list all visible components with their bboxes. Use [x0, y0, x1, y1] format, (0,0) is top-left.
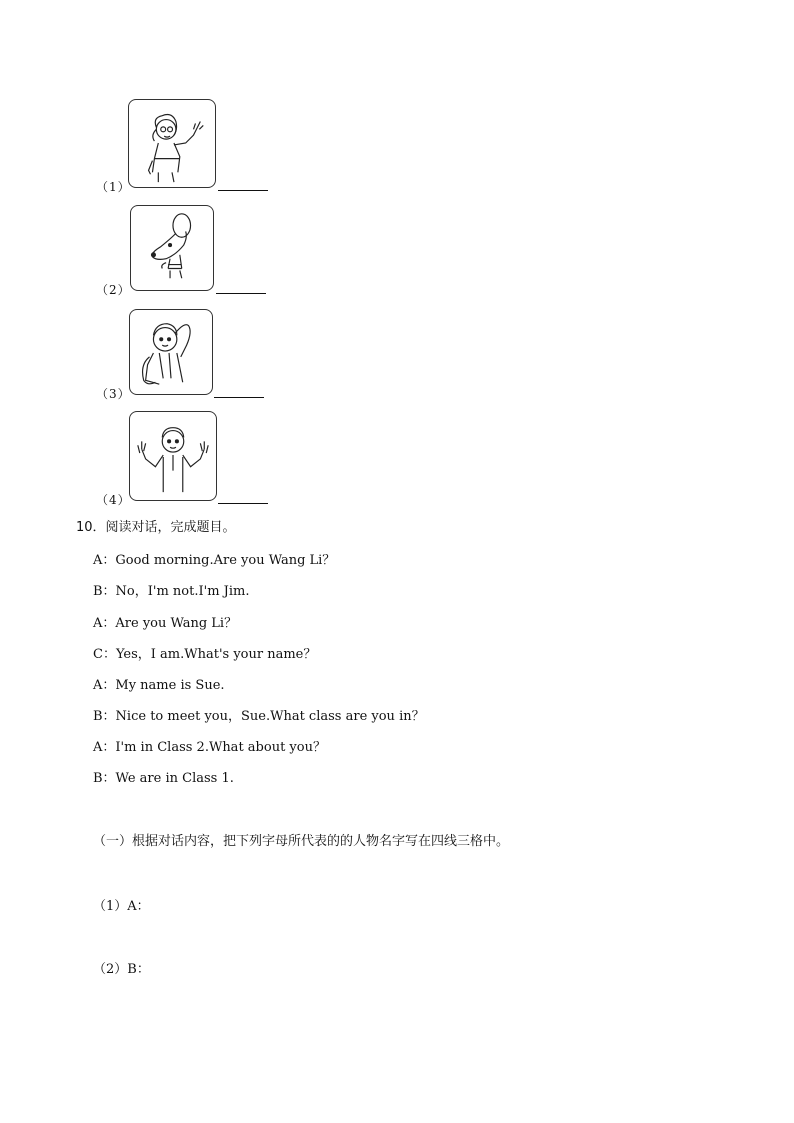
- dialogue-line-5: A：My name is Sue.: [93, 678, 225, 693]
- answer-blank-3[interactable]: [214, 397, 264, 398]
- answer-blank-2[interactable]: [216, 293, 266, 294]
- item-label-1: （1）: [96, 180, 131, 194]
- sub-question-2: （2）B：: [93, 962, 150, 977]
- dialogue-line-2: B：No，I'm not.I'm Jim.: [93, 584, 250, 599]
- boy-backpack-icon: [130, 310, 212, 394]
- item-label-2: （2）: [96, 283, 131, 297]
- dialogue-line-3: A：Are you Wang Li？: [93, 616, 238, 631]
- dialogue-line-1: A：Good morning.Are you Wang Li？: [93, 553, 336, 568]
- item-label-3: （3）: [96, 387, 131, 401]
- answer-blank-1[interactable]: [218, 190, 268, 191]
- question-title: 10．阅读对话，完成题目。: [76, 520, 236, 535]
- answer-blank-4[interactable]: [218, 503, 268, 504]
- dialogue-line-6: B：Nice to meet you，Sue.What class are you in？: [93, 709, 425, 724]
- part-one-instruction: （一）根据对话内容，把下列字母所代表的的人物名字写在四线三格中。: [93, 834, 510, 849]
- picture-frame-2: [130, 205, 214, 291]
- girl-waving-icon: [129, 100, 215, 187]
- picture-frame-3: [129, 309, 213, 395]
- dialogue-line-7: A：I'm in Class 2.What about you？: [93, 740, 326, 755]
- picture-frame-4: [129, 411, 217, 501]
- dialogue-line-4: C：Yes，I am.What's your name？: [93, 647, 317, 662]
- sub-question-1: （1）A：: [93, 899, 150, 914]
- item-label-4: （4）: [96, 493, 131, 507]
- dialogue-line-8: B：We are in Class 1.: [93, 771, 234, 786]
- boy-waving-hands-icon: [130, 412, 216, 500]
- picture-frame-1: [128, 99, 216, 188]
- mouse-icon: [131, 206, 213, 290]
